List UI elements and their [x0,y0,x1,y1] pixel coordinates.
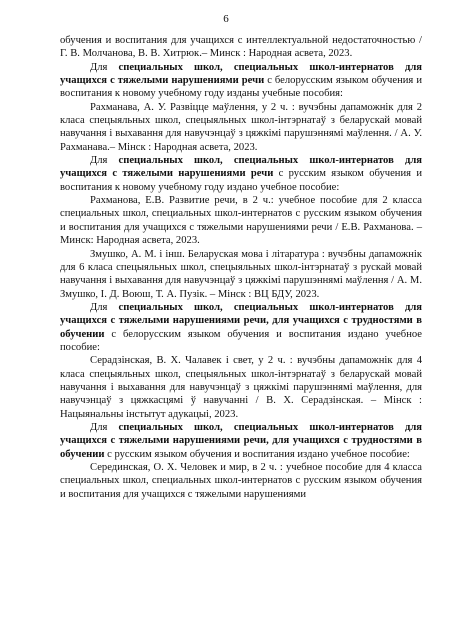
bold-span: специальных школ, специальных школ-интернатов для учащихся с тяжелыми нарушениями речи [60,61,422,87]
bold-span: специальных школ, специальных школ-интернатов для учащихся с тяжелыми нарушениями речи, для учащихся с трудностями в обучении [60,421,422,460]
text-span: Для [90,421,119,433]
text-span: с русским языком обучения и воспитания к новому учебному году издано учебное пособие: [60,168,422,193]
page-number: 6 [223,13,229,25]
paragraph-3 [60,101,422,154]
text-span: с русским языком обучения и воспитания издано учебное пособие: [104,448,410,460]
paragraph-6 [60,248,422,301]
text-span: Рахманова, Е.В. Развитие речи, в 2 ч.: учебное пособие для 2 класса специальных школ, специальных школ-интернатов с русским языком обучения и воспитания для учащихся с тяжелыми нарушениями речи / Е.В. Рахманова. – Минск: Народная асвета, 2023. [60,195,422,247]
text-span: с белорусским языком обучения и воспитания издано учебное пособие: [60,328,422,353]
document-body [60,34,422,501]
text-span: Для [90,301,119,313]
text-span: Змушко, А. М. і інш. Беларуская мова і літаратура : вучэбны дапаможнік для 6 класа спецыяльных школ, спецыяльных школ-інтэрнатаў з рускай мовай навучання і выхавання для навучэнцаў з цяжкімі парушэннямі маўлення / А. М. Змушко, І. Д. Воюш, Т. А. Пузік. – Мінск : ВЦ БДУ, 2023. [60,248,422,300]
bold-span: специальных школ, специальных школ-интернатов для учащихся с тяжелыми нарушениями речи [60,155,422,180]
paragraph-1 [60,34,422,61]
paragraph-4 [60,154,422,194]
text-span: Серадзінская, В. Х. Чалавек і свет, у 2 ч. : вучэбны дапаможнік для 4 класа спецыяльных школ, спецыяльных школ-інтэрнатаў з беларускай мовай навучання і выхавання для навучэнцаў з цяжкімі парушэннямі маўлення, для навучэнцаў з цяжкасцямі ў навучанні / В. Х. Серадзінская. – Мінск : Нацыянальны інстытут адукацыі, 2023. [60,355,422,420]
text-span: Для [90,61,119,73]
paragraph-5 [60,194,422,247]
text-span: Рахманава, А. У. Развіцце маўлення, у 2 ч. : вучэбны дапаможнік для 2 класа спецыяльных школ, спецыяльных школ-інтэрнатаў з беларускай мовай навучання і выхавання для навучэнцаў з цяжкімі парушэннямі маўлення. / А. У. Рахманава.– Мінск : Народная асвета, 2023. [60,101,422,153]
text-span: обучения и воспитания для учащихся с интеллектуальной недостаточностью / Г. В. Молчанова, В. В. Хитрюк.– Минск : Народная асвета, 2023. [60,35,422,60]
text-span: Серединская, О. Х. Человек и мир, в 2 ч. : учебное пособие для 4 класса специальных школ, специальных школ-интернатов с русским языком обучения и воспитания для учащихся с тяжелыми нарушениями [60,462,422,500]
text-span: с белорусским языком обучения и воспитания к новому учебному году изданы учебные пособия: [60,75,422,100]
paragraph-7 [60,301,422,354]
paragraph-8 [60,354,422,421]
paragraph-10 [60,461,422,501]
paragraph-2 [60,61,422,101]
text-span: Для [90,155,119,167]
paragraph-9 [60,421,422,461]
bold-span: специальных школ, специальных школ-интернатов для учащихся с тяжелыми нарушениями речи, для учащихся с трудностями в обучении [60,301,422,340]
